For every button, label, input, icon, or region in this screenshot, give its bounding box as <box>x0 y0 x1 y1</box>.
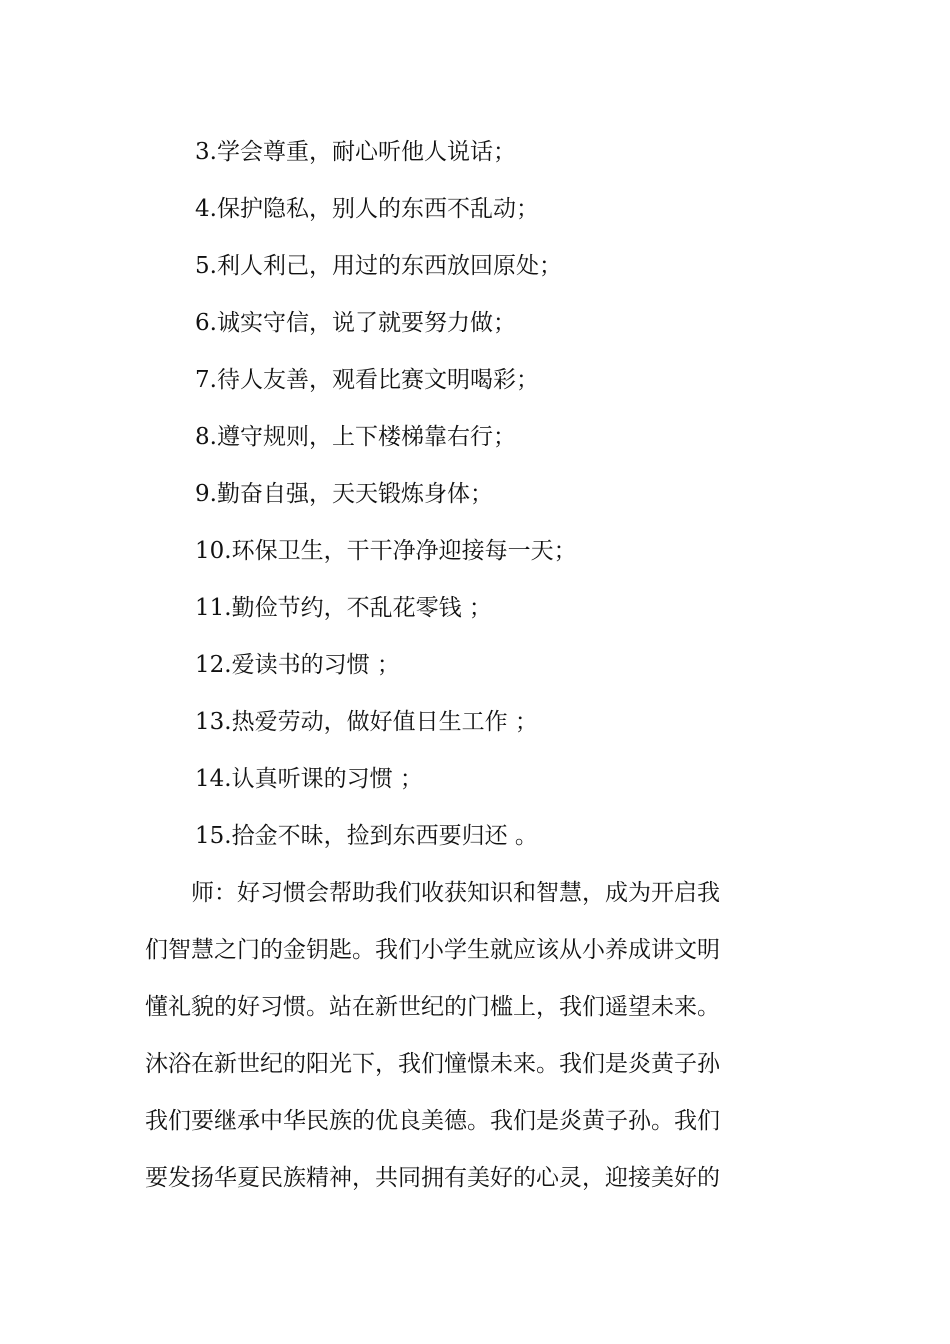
paragraph-line: 要发扬华夏民族精神，共同拥有美好的心灵，迎接美好的 <box>145 1165 720 1191</box>
list-item: 10.环保卫生，干干净净迎接每一天； <box>195 538 577 564</box>
habit-list <box>145 124 807 865</box>
paragraph-line: 沐浴在新世纪的阳光下，我们憧憬未来。我们是炎黄子孙 <box>145 1051 720 1077</box>
list-item: 15.拾金不昧，捡到东西要归还 。 <box>195 823 538 849</box>
list-item: 6.诚实守信，说了就要努力做； <box>195 310 516 336</box>
list-item: 14.认真听课的习惯 ； <box>195 766 423 792</box>
paragraph-line: 我们要继承中华民族的优良美德。我们是炎黄子孙。我们 <box>145 1108 720 1134</box>
teacher-paragraph <box>145 865 807 1207</box>
list-item: 9.勤奋自强，天天锻炼身体； <box>195 481 493 507</box>
list-item: 13.热爱劳动，做好值日生工作 ； <box>195 709 538 735</box>
paragraph-line: 懂礼貌的好习惯。站在新世纪的门槛上，我们遥望未来。 <box>145 994 720 1020</box>
list-item: 8.遵守规则，上下楼梯靠右行； <box>195 424 516 450</box>
list-item: 5.利人利己，用过的东西放回原处； <box>195 253 562 279</box>
list-item: 4.保护隐私，别人的东西不乱动； <box>195 196 539 222</box>
paragraph-line: 们智慧之门的金钥匙。我们小学生就应该从小养成讲文明 <box>145 937 720 963</box>
paragraph-line: 师：好习惯会帮助我们收获知识和智慧，成为开启我 <box>191 880 720 906</box>
list-item: 3.学会尊重，耐心听他人说话； <box>195 139 516 165</box>
list-item: 11.勤俭节约，不乱花零钱 ； <box>195 595 492 621</box>
document-body <box>145 124 807 1207</box>
list-item: 7.待人友善，观看比赛文明喝彩； <box>195 367 539 393</box>
list-item: 12.爱读书的习惯 ； <box>195 652 400 678</box>
